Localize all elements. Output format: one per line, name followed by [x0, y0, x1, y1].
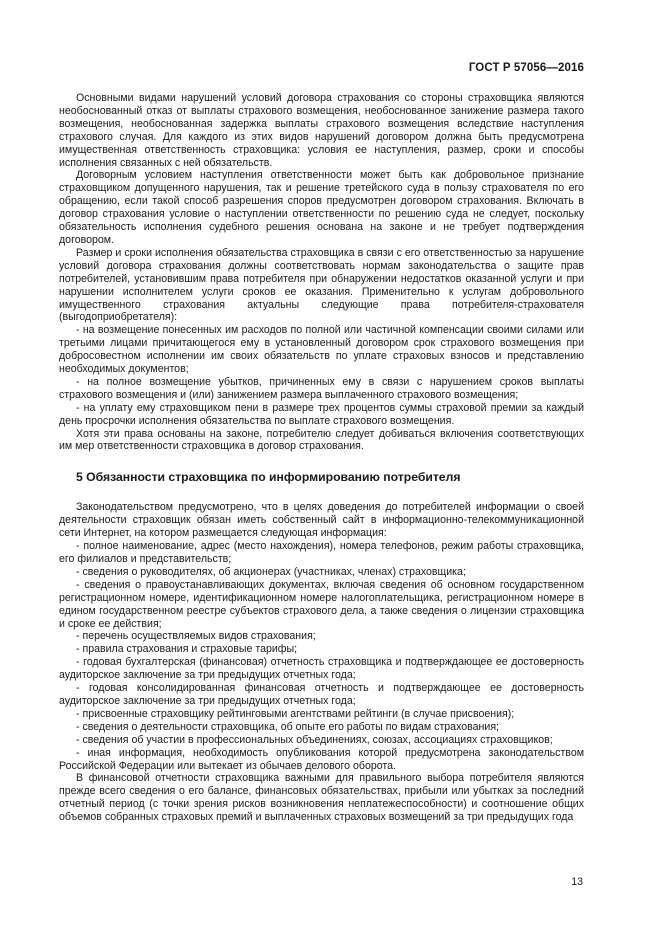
document-code: ГОСТ Р 57056—2016 [468, 62, 584, 74]
list-item: - на полное возмещение убытков, причиненных ему в связи с нарушением сроков выплаты страхового возмещения и (или) занижением размера выплаченного страхового возмещения; [59, 375, 584, 401]
list-item: - годовая бухгалтерская (финансовая) отчетность страховщика и подтверждающее ее достоверность аудиторское заключение за три предыдущих отчетных года; [59, 656, 584, 682]
list-item: - сведения об участии в профессиональных объединениях, союзах, ассоциациях страховщиков; [76, 733, 553, 746]
paragraph: Хотя эти права основаны на законе, потребителю следует добиваться включения соответствующих им мер ответственности страховщика в договор страхования. [59, 427, 584, 453]
paragraph: В финансовой отчетности страховщика важными для правильного выбора потребителя являются прежде всего сведения о его балансе, финансовых обязательствах, прибыли или убытках за последний отчетный период (с точки зрения рисков возникновения неплатежеспособности) и соотношение общих объемов собранных страховых премий и выплаченных страховых возмещений за три предыдущих года [59, 772, 584, 824]
list-item: - годовая консолидированная финансовая отчетность и подтверждающее ее достоверность аудиторское заключение за три предыдущих отчетных года; [59, 682, 584, 707]
list-item: - на возмещение понесенных им расходов по полной или частичной компенсации своими силами или третьими лицами причитающегося ему в установленный договором срок страхового возмещения при добросовестном исполнении им своих обязательств по уплате страховых взносов и представлению необходимых документов; [59, 324, 584, 376]
paragraph: Основными видами нарушений условий договора страхования со стороны страховщика являются необоснованный отказ от выплаты страхового возмещения, необоснованное занижение размера такого возмещения, необоснованная задержка выплаты страхового возмещения вследствие наступления страхового случая. Для каждого из этих видов нарушений договором должна быть предусмотрена имущественная ответственность страховщика: условия ее наступления, размер, сроки и способы исполнения связанных с ней обязательств. [59, 92, 584, 169]
list-item: - перечень осуществляемых видов страхования; [76, 630, 316, 643]
paragraph: Размер и сроки исполнения обязательства страховщика в связи с его ответственностью за нарушение условий договора страхования должны соответствовать нормам законодательства о защите прав потребителей, установившим права потребителя при обнаружении недостатков оказанной услуги и при нарушении исполнителем услуги сроков ее оказания. Применительно к услугам добровольного имущественного страхования актуальны следующие права потребителя-страхователя (выгодоприобретателя): [59, 246, 584, 324]
section-heading: 5 Обязанности страховщика по информированию потребителя [76, 470, 461, 485]
list-item: - правила страхования и страховые тарифы; [76, 643, 298, 656]
list-item: - сведения о деятельности страховщика, об опыте его работы по видам страхования; [76, 720, 499, 733]
list-item: - присвоенные страховщику рейтинговыми агентствами рейтинги (в случае присвоения); [76, 707, 515, 720]
paragraph: Законодательством предусмотрено, что в целях доведения до потребителей информации о своей деятельности страховщик обязан иметь собственный сайт в информационно-телекоммуникационной сети Интернет, на котором размещается следующая информация: [59, 501, 584, 540]
list-item: - иная информация, необходимость опубликования которой предусмотрена законодательством Российской Федерации или вытекает из обычаев делового оборота. [59, 746, 584, 772]
list-item: - на уплату ему страховщиком пени в размере трех процентов суммы страховой премии за каждый день просрочки исполнения обязательства по выплате страхового возмещения. [59, 401, 584, 427]
page-number: 13 [571, 876, 583, 888]
paragraph: Договорным условием наступления ответственности может быть как добровольное признание страховщиком допущенного нарушения, так и решение третейского суда в пользу страхователя по его обращению, если такой способ разрешения споров предусмотрен договором страхования. Включать в договор страхования условие о наступлении ответственности по решению суда не следует, поскольку обязательность исполнения судебного решения основана на законе и не требует подтверждения договором. [59, 169, 584, 246]
document-body [59, 92, 584, 824]
list-item: - сведения о руководителях, об акционерах (участниках, членах) страховщика; [76, 565, 466, 578]
list-item: - сведения о правоустанавливающих документах, включая сведения об основном государственном регистрационном номере, идентификационном номере налогоплательщика, регистрационном номере в едином государственном реестре субъектов страхового дела, а также сведения о лицензии страховщика и сроке ее действия; [59, 578, 584, 630]
list-item: - полное наименование, адрес (место нахождения), номера телефонов, режим работы страховщика, его филиалов и представительств; [59, 540, 584, 565]
